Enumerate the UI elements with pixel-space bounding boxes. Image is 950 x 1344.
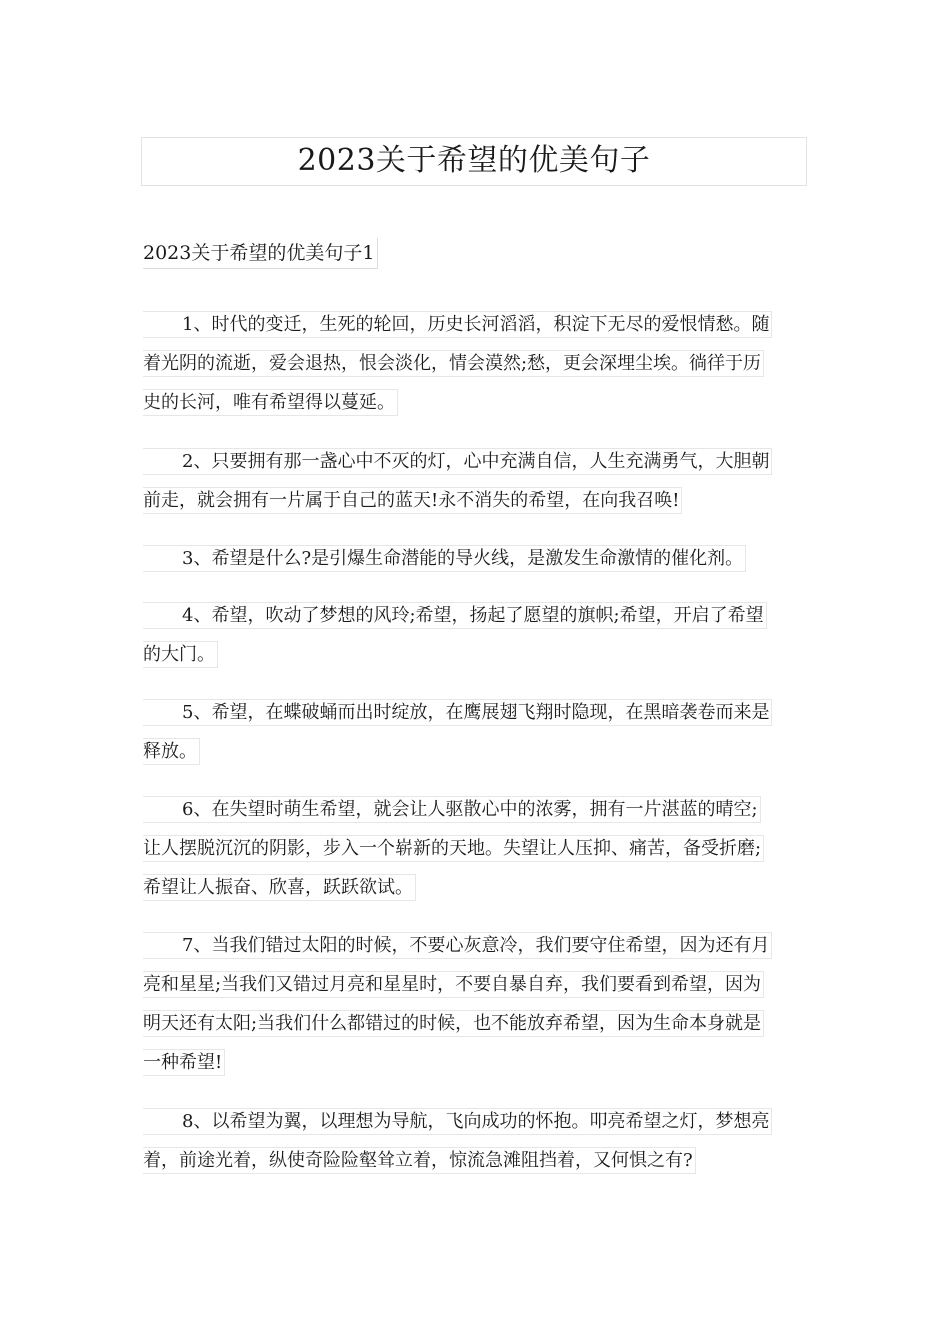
paragraph-7-line-1: 7、当我们错过太阳的时候，不要心灰意冷，我们要守住希望，因为还有月 — [143, 932, 772, 959]
paragraph-6-line-3: 希望让人振奋、欣喜，跃跃欲试。 — [143, 874, 416, 901]
paragraph-7-line-4: 一种希望! — [143, 1049, 225, 1076]
paragraph-1-line-3: 史的长河，唯有希望得以蔓延。 — [143, 389, 398, 416]
paragraph-6-line-2: 让人摆脱沉沉的阴影，步入一个崭新的天地。失望让人压抑、痛苦，备受折磨; — [143, 835, 764, 862]
paragraph-8-line-1: 8、以希望为翼，以理想为导航，飞向成功的怀抱。叩亮希望之灯，梦想亮 — [143, 1108, 772, 1135]
paragraph-2-line-1: 2、只要拥有那一盏心中不灭的灯，心中充满自信，人生充满勇气，大胆朝 — [143, 448, 772, 475]
paragraph-4-line-2: 的大门。 — [143, 641, 218, 668]
paragraph-1-line-2: 着光阴的流逝，爱会退热，恨会淡化，情会漠然;愁，更会深埋尘埃。徜徉于历 — [143, 350, 764, 377]
paragraph-7-line-3: 明天还有太阳;当我们什么都错过的时候，也不能放弃希望，因为生命本身就是 — [143, 1010, 764, 1037]
paragraph-3-line-1: 3、希望是什么?是引爆生命潜能的导火线，是激发生命激情的催化剂。 — [143, 545, 746, 572]
paragraph-4-line-1: 4、希望，吹动了梦想的风玲;希望，扬起了愿望的旗帜;希望，开启了希望 — [143, 602, 767, 629]
paragraph-2-line-2: 前走，就会拥有一片属于自己的蓝天!永不消失的希望，在向我召唤! — [143, 487, 682, 514]
paragraph-8-line-2: 着，前途光着，纵使奇险险壑耸立着，惊流急滩阻挡着，又何惧之有? — [143, 1147, 696, 1174]
paragraph-5-line-1: 5、希望，在蝶破蛹而出时绽放，在鹰展翅飞翔时隐现，在黑暗袭卷而来是 — [143, 699, 772, 726]
paragraph-1-line-1: 1、时代的变迁，生死的轮回，历史长河滔滔，积淀下无尽的爱恨情愁。随 — [143, 311, 772, 338]
section-heading: 2023关于希望的优美句子1 — [143, 238, 378, 269]
paragraph-6-line-1: 6、在失望时萌生希望，就会让人驱散心中的浓雾，拥有一片湛蓝的晴空; — [143, 796, 761, 823]
document-title: 2023关于希望的优美句子 — [141, 137, 807, 186]
paragraph-7-line-2: 亮和星星;当我们又错过月亮和星星时，不要自暴自弃，我们要看到希望，因为 — [143, 971, 764, 998]
paragraph-5-line-2: 释放。 — [143, 738, 200, 765]
